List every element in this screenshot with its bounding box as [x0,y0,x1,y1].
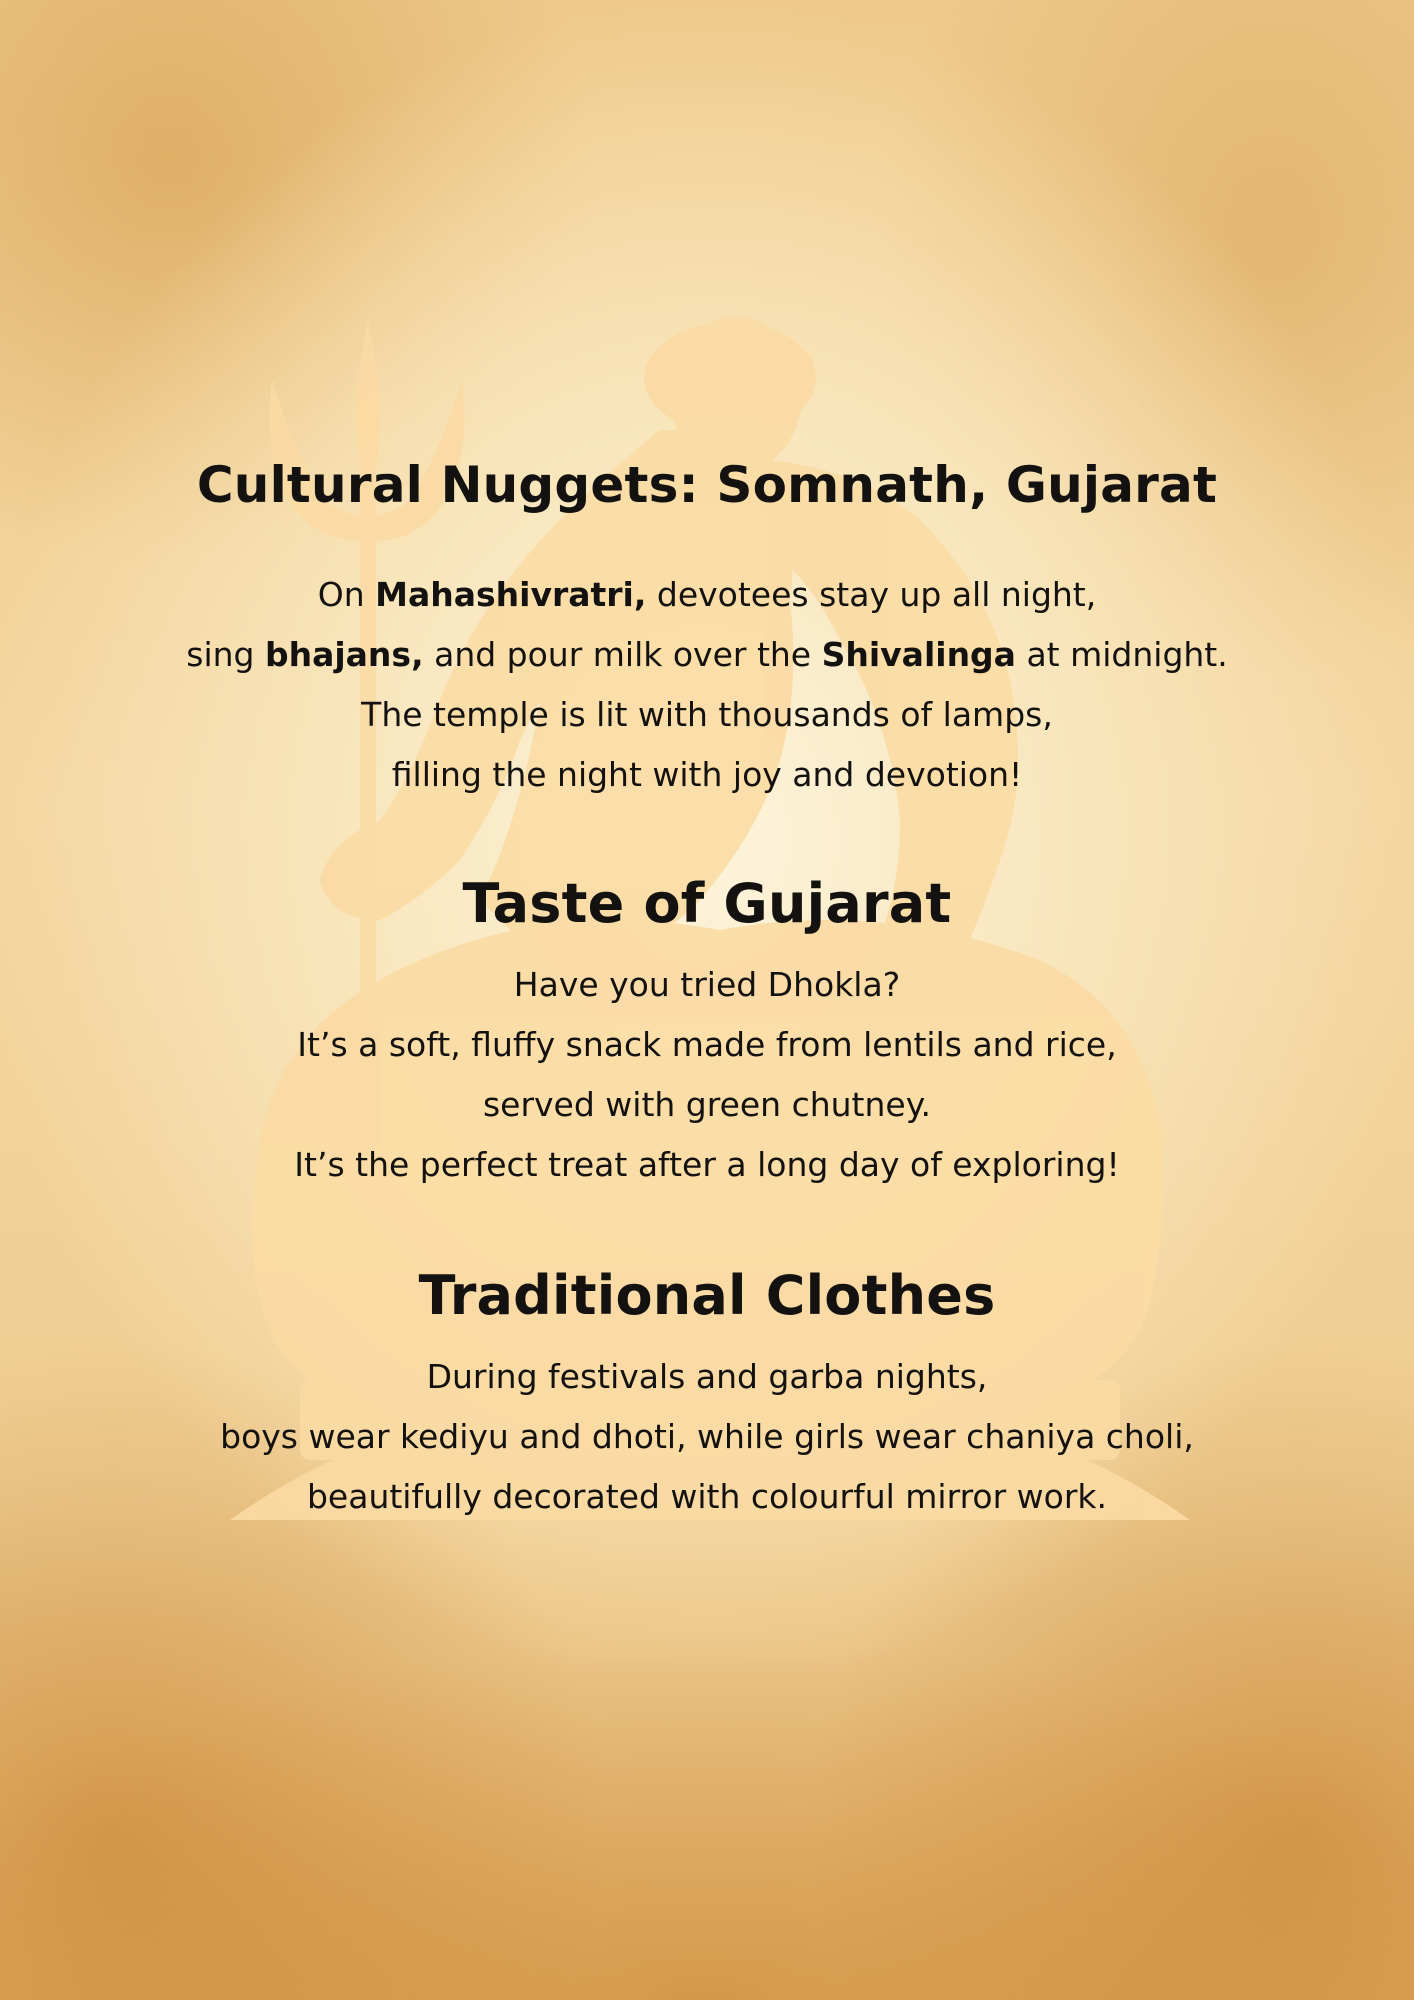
traditional-clothes-paragraph [0,1347,1414,1527]
paragraph-line: boys wear kediyu and dhoti, while girls wear chaniya choli, [220,1417,1194,1456]
bold-term-bhajans: bhajans, [264,635,424,674]
cultural-nuggets-title: Cultural Nuggets: Somnath, Gujarat [196,456,1218,514]
text-run: devotees stay up all night, [646,575,1097,614]
text-run: and pour milk over the [423,635,822,674]
paragraph-line [0,625,1414,685]
text-run: at midnight. [1015,635,1228,674]
paragraph-line: The temple is lit with thousands of lamps, [361,695,1053,734]
paragraph-line: filling the night with joy and devotion! [391,755,1023,794]
paragraph-line: It’s the perfect treat after a long day of exploring! [294,1145,1120,1184]
cultural-nuggets-paragraph [0,565,1414,805]
paragraph-line [0,565,1414,625]
bold-term-mahashivratri: Mahashivratri, [375,575,647,614]
taste-of-gujarat-paragraph [0,955,1414,1195]
paragraph-line: Have you tried Dhokla? [513,965,901,1004]
traditional-clothes-title: Traditional Clothes [418,1264,996,1327]
taste-of-gujarat-title: Taste of Gujarat [462,872,952,935]
paragraph-line: It’s a soft, fluffy snack made from lentils and rice, [297,1025,1117,1064]
paragraph-line: served with green chutney. [482,1085,932,1124]
text-run: sing [186,635,265,674]
text-run: On [317,575,376,614]
bold-term-shivalinga: Shivalinga [821,635,1016,674]
paragraph-line: During festivals and garba nights, [426,1357,988,1396]
paragraph-line: beautifully decorated with colourful mirror work. [306,1477,1108,1516]
